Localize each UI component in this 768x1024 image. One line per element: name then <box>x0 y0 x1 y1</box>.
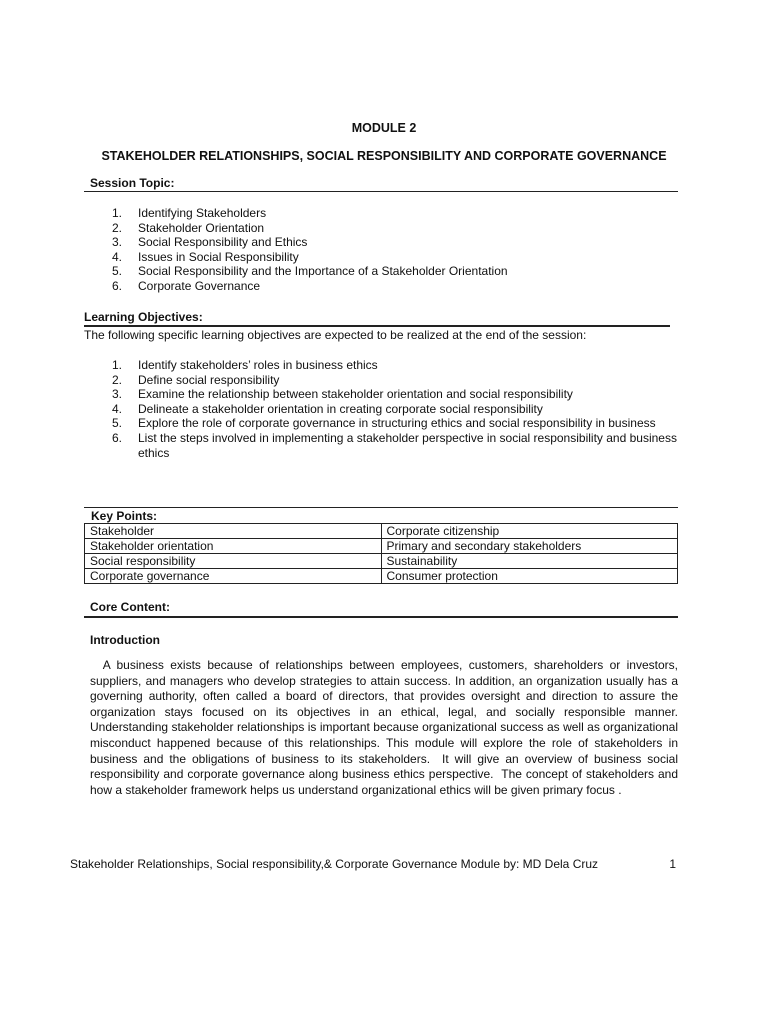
list-item: 3. Social Responsibility and Ethics <box>112 235 308 250</box>
list-item: 4. Delineate a stakeholder orientation in creating corporate social responsibility <box>112 401 543 416</box>
session-topic-list <box>84 206 678 294</box>
learning-objectives-intro: The following specific learning objectives are expected to be realized at the end of the session: <box>84 328 587 342</box>
table-cell: Stakeholder orientation <box>85 539 382 554</box>
table-row <box>85 569 678 584</box>
page-footer <box>70 857 680 871</box>
list-item: 5. Explore the role of corporate governance in structuring ethics and social responsibility in business <box>112 416 656 431</box>
key-points-table <box>84 507 678 584</box>
page-number: 1 <box>669 857 676 871</box>
page-title: STAKEHOLDER RELATIONSHIPS, SOCIAL RESPONSIBILITY AND CORPORATE GOVERNANCE <box>101 149 667 163</box>
list-item: 6. List the steps involved in implementing a stakeholder perspective in social responsibility and business ethics <box>112 430 677 460</box>
learning-objectives-rule <box>84 325 670 327</box>
module-number: MODULE 2 <box>351 121 417 135</box>
list-item: 4. Issues in Social Responsibility <box>112 249 299 264</box>
table-row <box>85 539 678 554</box>
session-topic-heading: Session Topic: <box>90 176 175 190</box>
list-item: 2. Define social responsibility <box>112 372 280 387</box>
table-row <box>85 524 678 539</box>
footer-text: Stakeholder Relationships, Social responsibility,& Corporate Governance Module by: MD Dela Cruz <box>70 857 599 871</box>
list-item: 3. Examine the relationship between stakeholder orientation and social responsibility <box>112 387 573 402</box>
table-cell: Social responsibility <box>85 554 382 569</box>
introduction-heading: Introduction <box>90 633 160 647</box>
list-item: 1. Identifying Stakeholders <box>112 206 267 220</box>
table-row <box>85 554 678 569</box>
list-item: 6. Corporate Governance <box>112 278 261 293</box>
key-points-heading: Key Points: <box>84 507 678 523</box>
list-item: 2. Stakeholder Orientation <box>112 220 265 235</box>
table-cell: Corporate governance <box>85 569 382 584</box>
introduction-paragraph: A business exists because of relationships between employees, customers, shareholders or investors, suppliers, and managers who develop strategies to attain success. In addition, an organization usually has a governing authority, often called a board of directors, that provides oversight and direction to assure the organization stays focused on its objectives in an ethical, legal, and socially responsible manner. Understanding stakeholder relationships is important because organizational success as well as organizational misconduct happened because of this relationships. This module will explore the role of stakeholders in business and the obligations of business to its stakeholders. It will give an overview of business social responsibility and corporate governance along business ethics perspective. The concept of stakeholders and how a stakeholder framework helps us understand organizational ethics will be given primary focus . <box>90 658 682 797</box>
session-topic-rule <box>84 191 678 192</box>
core-content-rule <box>84 616 678 618</box>
core-content-heading: Core Content: <box>90 600 170 614</box>
table-cell: Stakeholder <box>85 524 382 539</box>
list-item: 5. Social Responsibility and the Importance of a Stakeholder Orientation <box>112 264 508 279</box>
table-cell: Sustainability <box>381 554 678 569</box>
table-cell: Consumer protection <box>381 569 678 584</box>
table-cell: Corporate citizenship <box>381 524 678 539</box>
table-cell: Primary and secondary stakeholders <box>381 539 678 554</box>
learning-objectives-list <box>84 358 678 460</box>
learning-objectives-heading: Learning Objectives: <box>84 310 203 324</box>
list-item: 1. Identify stakeholders’ roles in business ethics <box>112 358 378 372</box>
